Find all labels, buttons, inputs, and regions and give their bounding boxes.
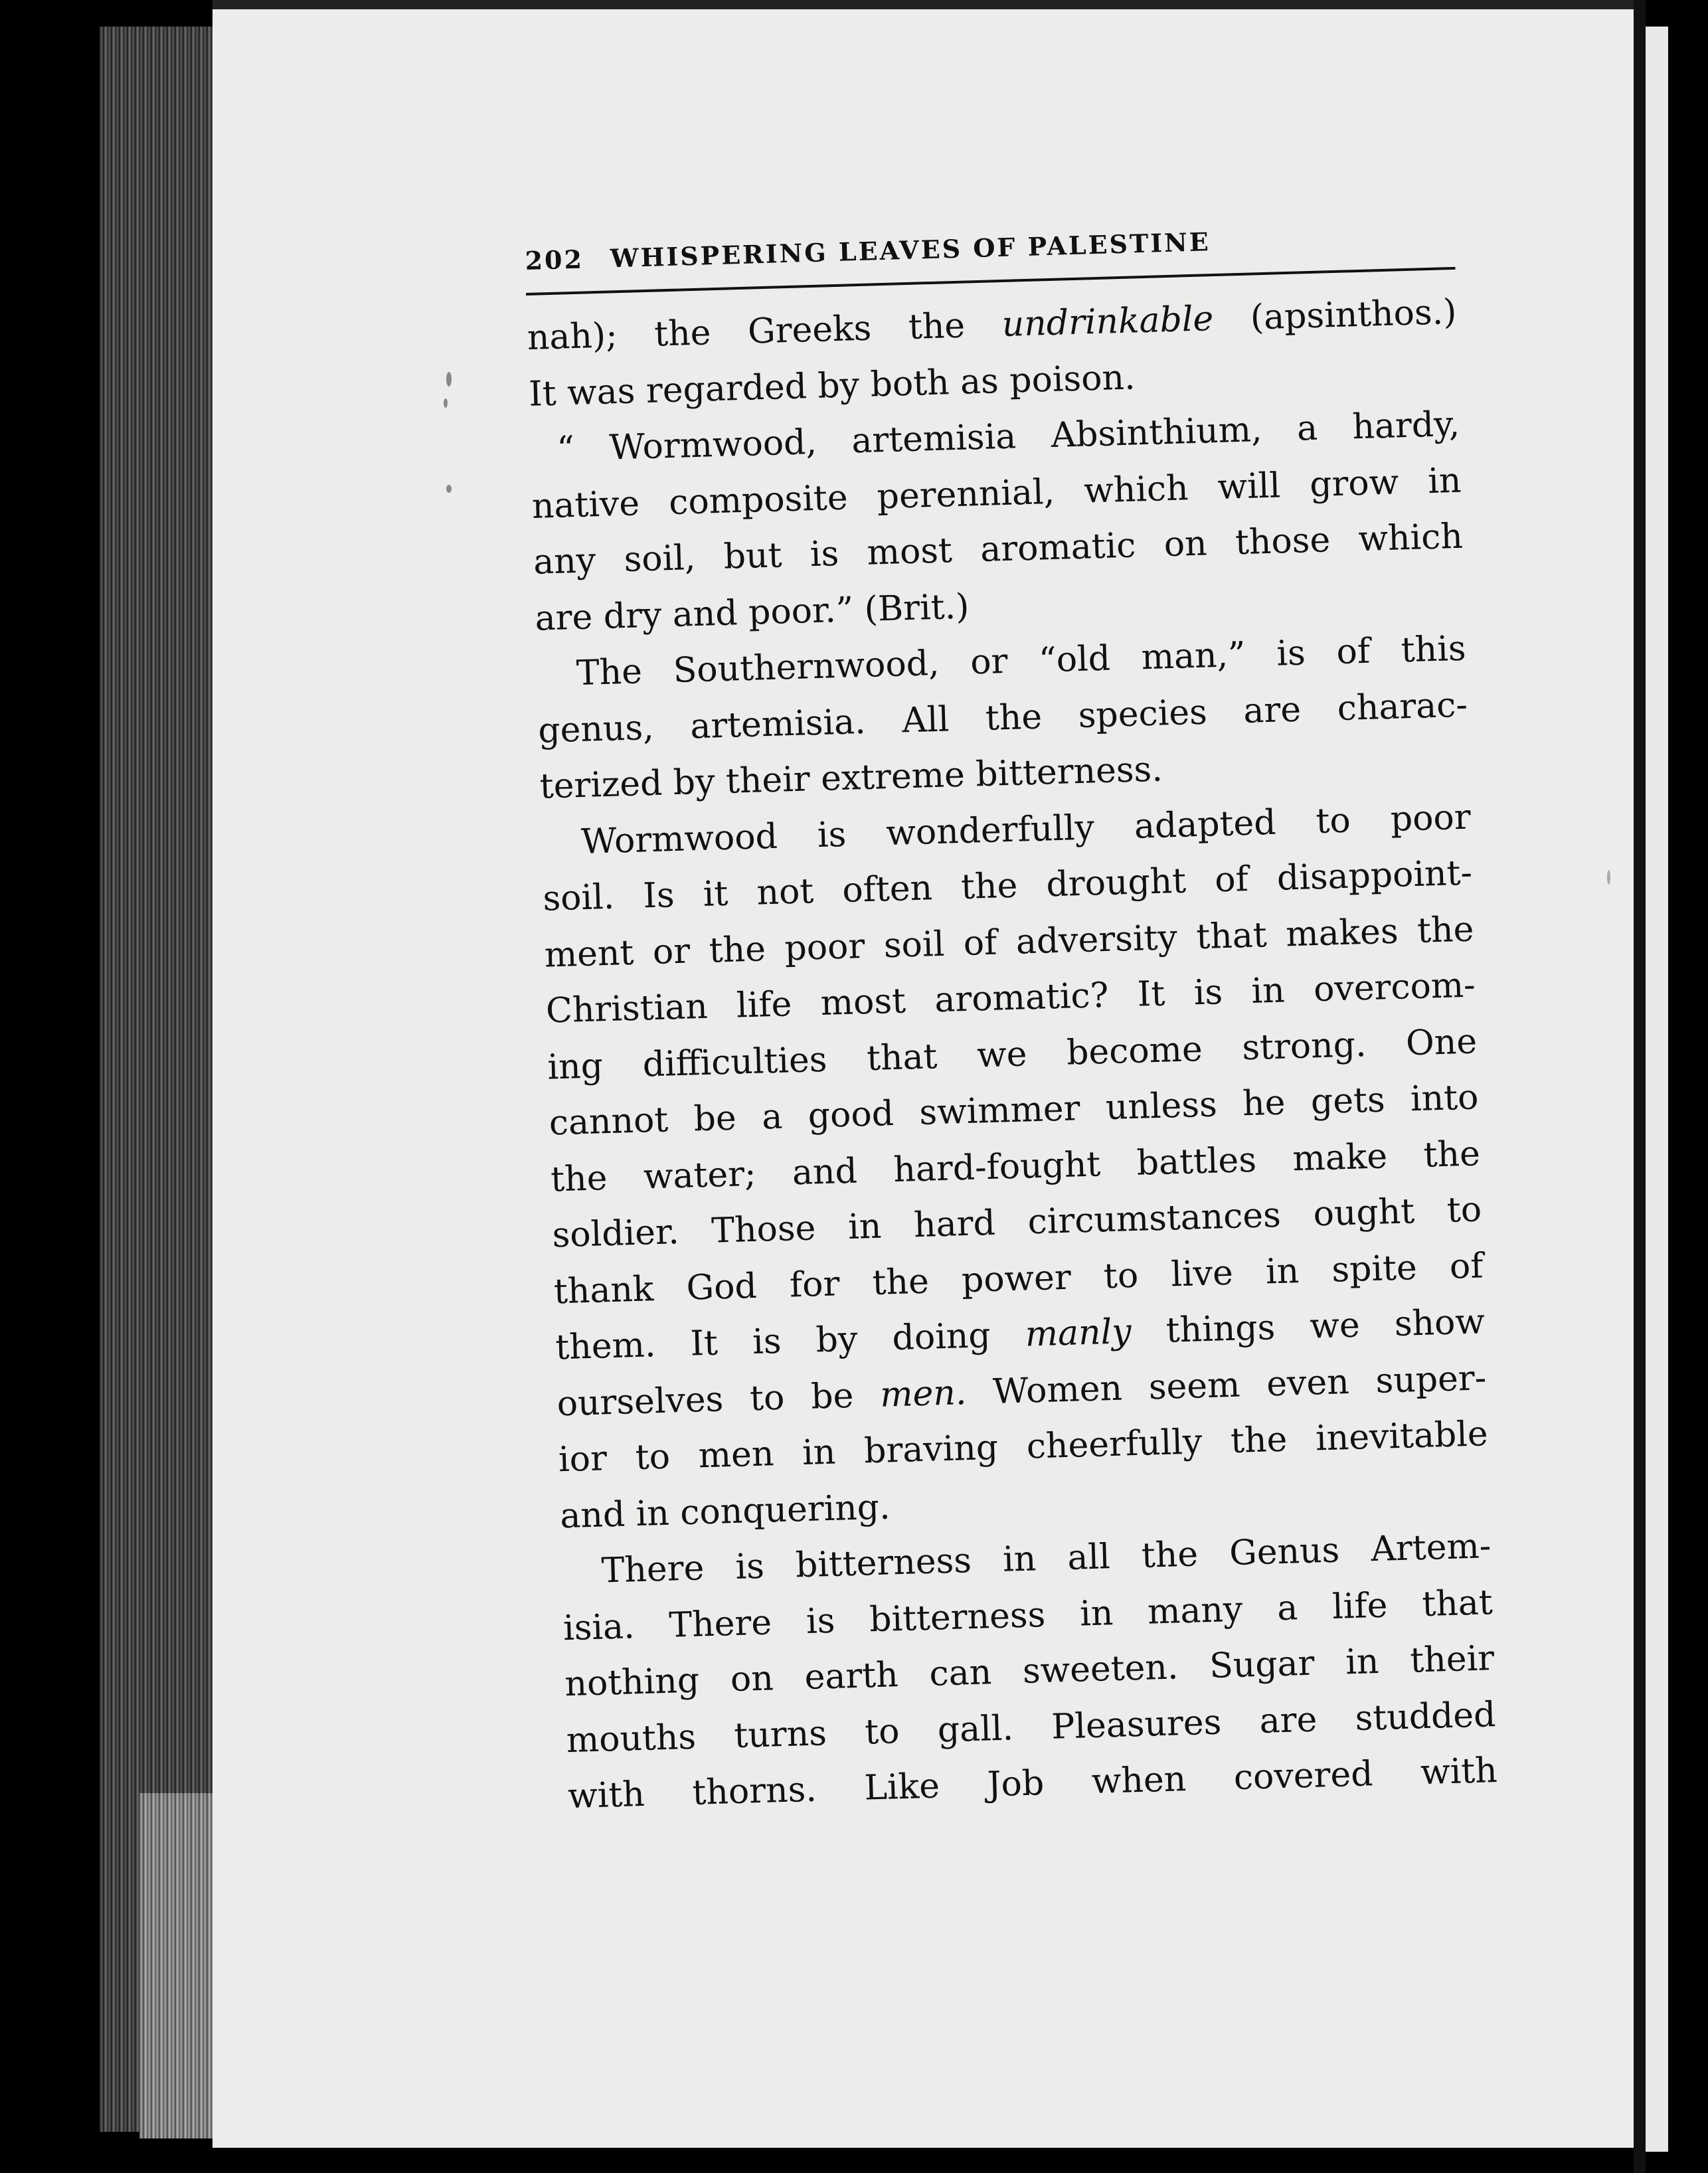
text-line: Christian life most aromatic? It is in overcom- [545,965,1476,1031]
text-line: “ Wormwood, artemisia Absinthium, a hardy, [556,404,1460,470]
text-line: thank God for the power to live in spite of [553,1245,1484,1312]
body-text [527,284,1498,1825]
text-line: Wormwood is wonderfully adapted to poor [580,797,1472,862]
text-line: the water; and hard-fought battles make the [550,1133,1481,1199]
text-line: are dry and poor.” (Brit.) [534,586,970,639]
text-line: soldier. Those in hard circumstances ought to [551,1189,1482,1256]
page-number: 202 [525,244,584,276]
text-line: cannot be a good swimmer unless he gets into [549,1077,1480,1144]
text-line: ourselves to be men. Women seem even super- [556,1357,1488,1424]
text-line: nothing on earth can sweeten. Sugar in their [564,1638,1495,1705]
facing-page-edge [1646,27,1668,2152]
scan-speck [446,372,452,387]
text-line: isia. There is bitterness in many a life that [562,1582,1494,1648]
text-line: and in conquering. [559,1486,891,1536]
text-line: terized by their extreme bitterness. [539,749,1163,807]
text-line: any soil, but is most aromatic on those which [533,516,1464,582]
text-line: soil. Is it not often the drought of disappoint- [542,853,1473,919]
scan-speck [444,398,448,408]
text-line: There is bitterness in all the Genus Artem- [600,1526,1492,1591]
text-line: native composite perennial, which will grow in [531,460,1462,527]
text-line: ment or the poor soil of adversity that makes the [543,909,1475,976]
text-line: It was regarded by both as poison. [528,357,1136,414]
text-line: them. It is by doing manly things we show [555,1302,1486,1368]
text-line: mouths turns to gall. Pleasures are studded [566,1694,1497,1761]
text-block [525,220,1498,1825]
running-title: WHISPERING LEAVES OF PALESTINE [610,226,1211,274]
text-line: with thorns. Like Job when covered with [567,1751,1498,1817]
scan-speck [1607,870,1610,885]
text-line: The Southernwood, or “old man,” is of this [576,628,1467,694]
text-line: nah); the Greeks the undrinkable (apsinthos.) [527,292,1458,358]
scan-speck [446,485,452,493]
text-line: ing difficulties that we become strong. One [547,1021,1478,1088]
text-line: ior to men in braving cheerfully the inevitable [558,1414,1489,1480]
page-gutter-shadow [1634,0,1646,2173]
text-line: genus, artemisia. All the species are charac- [537,685,1468,751]
scan-border-right [1668,0,1708,2173]
